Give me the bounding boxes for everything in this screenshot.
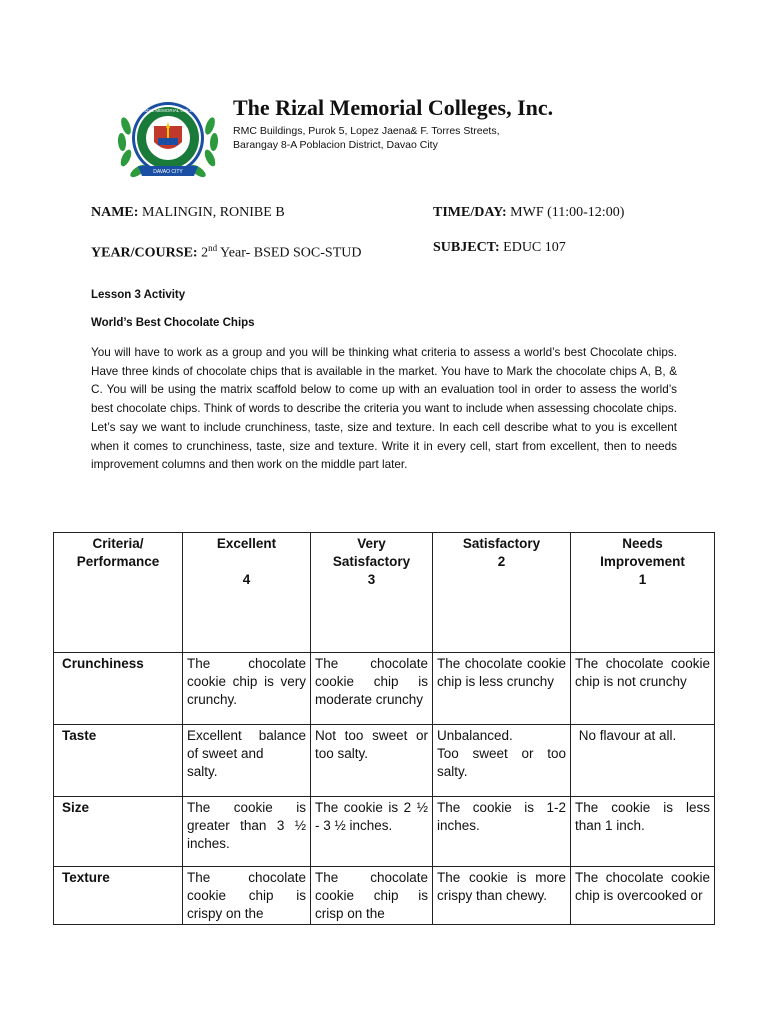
subject-label: SUBJECT: — [433, 240, 500, 255]
needs-improvement-cell: The chocolate cookie chip is not crunchy — [571, 653, 715, 725]
time-field — [433, 204, 624, 222]
course-label: YEAR/COURSE: — [91, 245, 198, 261]
satisfactory-cell: The chocolate cookie chip is less crunchy — [433, 653, 571, 725]
school-name: The Rizal Memorial Colleges, Inc. — [233, 95, 554, 120]
header-very-satisfactory: Very Satisfactory 3 — [311, 533, 433, 653]
instructions-paragraph: You will have to work as a group and you will be thinking what criteria to assess a world’s best Chocolate chips. Have three kinds of chocolate chips that is available in the market. You have to Mark the chocolate chips A, B, & C. You will be using the matrix scaffold below to come up with an evaluation tool in order to assess the world’s best chocolate chips. Think of words to describe the criteria you want to include when assessing chocolate chips. Let’s say we want to include crunchiness, taste, size and texture. In each cell describe what to you is excellent when it comes to crunchiness, taste, size and texture. Write it in every cell, start from excellent, then to needs improvement columns and then work on the middle part later. — [91, 346, 677, 472]
course-num: 2 — [201, 245, 209, 261]
course-value: Year- BSED SOC-STUD — [217, 245, 362, 261]
subject-value: EDUC 107 — [503, 240, 566, 255]
header-excellent: Excellent 4 — [183, 533, 311, 653]
svg-text:THE RIZAL MEMORIAL COLLEGES: THE RIZAL MEMORIAL COLLEGES — [131, 108, 205, 113]
header-needs-improvement: Needs Improvement 1 — [571, 533, 715, 653]
course-sup: nd — [208, 243, 218, 253]
name-field — [91, 204, 285, 222]
address-line-2: Barangay 8-A Poblacion District, Davao City — [233, 139, 438, 151]
satisfactory-cell: The cookie is 1-2 inches. — [433, 797, 571, 867]
needs-improvement-cell: No flavour at all. — [571, 725, 715, 797]
excellent-cell: Excellent balance of sweet and salty. — [183, 725, 311, 797]
school-logo — [116, 96, 220, 184]
satisfactory-cell: The cookie is more crispy than chewy. — [433, 867, 571, 925]
subject-field — [433, 239, 566, 257]
rubric-header-row — [54, 533, 715, 653]
needs-improvement-cell: The chocolate cookie chip is overcooked or — [571, 867, 715, 925]
lesson-activity: Lesson 3 Activity — [91, 289, 186, 301]
lesson-title: World’s Best Chocolate Chips — [91, 317, 255, 329]
header-satisfactory: Satisfactory 2 — [433, 533, 571, 653]
name-label: NAME: — [91, 205, 139, 220]
very-satisfactory-cell: The chocolate cookie chip is moderate crunchy — [311, 653, 433, 725]
rubric-table — [53, 532, 715, 925]
excellent-cell: The cookie is greater than 3 ½ inches. — [183, 797, 311, 867]
table-row — [54, 725, 715, 797]
very-satisfactory-cell: The chocolate cookie chip is crisp on the — [311, 867, 433, 925]
address-line-1: RMC Buildings, Purok 5, Lopez Jaena& F. Torres Streets, — [233, 125, 500, 137]
criterion-cell: Size — [54, 797, 183, 867]
needs-improvement-cell: The cookie is less than 1 inch. — [571, 797, 715, 867]
table-row — [54, 797, 715, 867]
satisfactory-cell: Unbalanced. Too sweet or too salty. — [433, 725, 571, 797]
course-field — [91, 239, 361, 263]
criterion-cell: Taste — [54, 725, 183, 797]
table-row — [54, 867, 715, 925]
time-value: MWF (11:00-12:00) — [510, 205, 625, 220]
svg-text:DAVAO CITY: DAVAO CITY — [153, 169, 183, 175]
header-criteria: Criteria/ Performance — [54, 533, 183, 653]
table-row — [54, 653, 715, 725]
name-value: MALINGIN, RONIBE B — [141, 205, 285, 220]
time-label: TIME/DAY: — [433, 205, 507, 220]
excellent-cell: The chocolate cookie chip is crispy on the — [183, 867, 311, 925]
criterion-cell: Texture — [54, 867, 183, 925]
very-satisfactory-cell: The cookie is 2 ½ - 3 ½ inches. — [311, 797, 433, 867]
excellent-cell: The chocolate cookie chip is very crunchy. — [183, 653, 311, 725]
very-satisfactory-cell: Not too sweet or too salty. — [311, 725, 433, 797]
criterion-cell: Crunchiness — [54, 653, 183, 725]
